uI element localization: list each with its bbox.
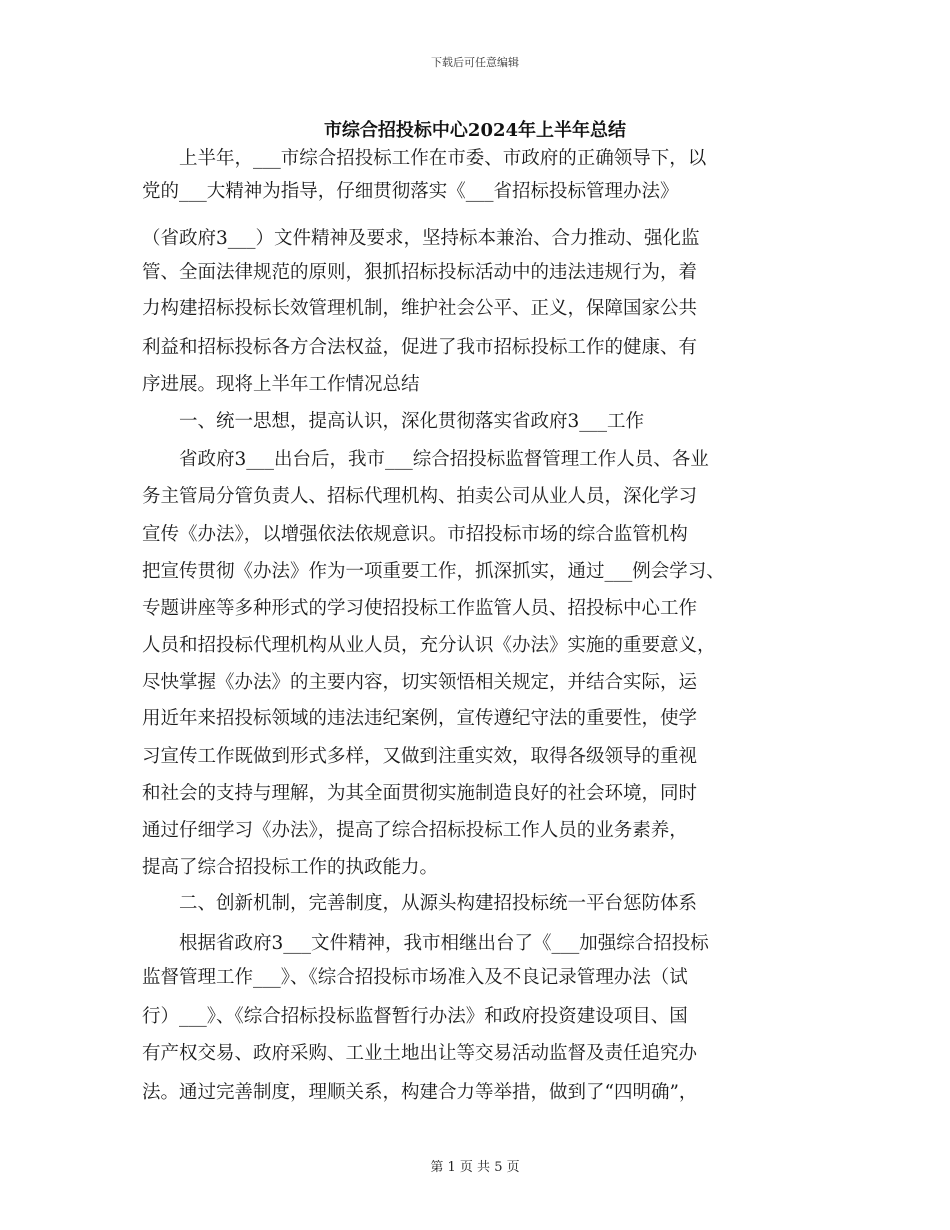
body-line: 管、全面法律规范的原则，狠抓招标投标活动中的违法违规行为，着 — [142, 262, 698, 283]
section-heading: 一、统一思想，提高认识，深化贯彻落实省政府3___工作 — [142, 411, 645, 432]
section-heading: 二、创新机制，完善制度，从源头构建招投标统一平台惩防体系 — [142, 893, 698, 914]
body-line: 力构建招标投标长效管理机制，维护社会公平、正义，保障国家公共 — [142, 298, 698, 319]
body-line: 人员和招投标代理机构从业人员，充分认识《办法》实施的重要意义， — [142, 635, 716, 656]
body-line: 提高了综合招投标工作的执政能力。 — [142, 857, 439, 878]
document-title: 市综合招投标中心2024年上半年总结 — [323, 120, 627, 141]
body-line: 利益和招标投标各方合法权益，促进了我市招标投标工作的健康、有 — [142, 337, 698, 358]
body-line: 用近年来招投标领域的违法违纪案例，宣传遵纪守法的重要性，使学 — [142, 708, 698, 729]
body-line: 和社会的支持与理解，为其全面贯彻实施制造良好的社会环境，同时 — [142, 783, 698, 804]
body-line: 上半年，___市综合招投标工作在市委、市政府的正确领导下，以 — [142, 148, 707, 169]
body-line: 尽快掌握《办法》的主要内容，切实领悟相关规定，并结合实际，运 — [142, 672, 698, 693]
body-line: 法。通过完善制度，理顺关系，构建合力等举措，做到了“四明确”， — [142, 1082, 698, 1103]
body-line: 监督管理工作___》、《综合招投标市场准入及不良记录管理办法（试 — [142, 967, 688, 988]
page-footer: 第 1 页 共 5 页 — [430, 1160, 520, 1175]
body-line: 行）___》、《综合招标投标监督暂行办法》和政府投资建设项目、国 — [142, 1006, 688, 1027]
body-line: 习宣传工作既做到形式多样，又做到注重实效，取得各级领导的重视 — [142, 746, 698, 767]
body-line: （省政府3___）文件精神及要求，坚持标本兼治、合力推动、强化监 — [142, 228, 700, 249]
body-line: 把宣传贯彻《办法》作为一项重要工作，抓深抓实，通过___例会学习、 — [142, 561, 725, 582]
body-line: 省政府3___出台后，我市___综合招投标监督管理工作人员、各业 — [142, 449, 709, 470]
header-note: 下载后可任意编辑 — [431, 56, 519, 69]
body-line: 务主管局分管负责人、招标代理机构、拍卖公司从业人员，深化学习 — [142, 486, 698, 507]
body-line: 通过仔细学习《办法》，提高了综合招标投标工作人员的业务素养， — [142, 820, 688, 841]
body-line: 专题讲座等多种形式的学习使招投标工作监管人员、招投标中心工作 — [142, 598, 698, 619]
body-line: 序进展。现将上半年工作情况总结 — [142, 374, 420, 395]
body-line: 有产权交易、政府采购、工业土地出让等交易活动监督及责任追究办 — [142, 1043, 698, 1064]
body-line: 党的___大精神为指导，仔细贯彻落实《___省招标投标管理办法》 — [142, 181, 679, 202]
body-line: 根据省政府3___文件精神，我市相继出台了《___加强综合招投标 — [142, 933, 709, 954]
body-line: 宣传《办法》，以增强依法依规意识。市招投标市场的综合监管机构 — [142, 524, 688, 545]
